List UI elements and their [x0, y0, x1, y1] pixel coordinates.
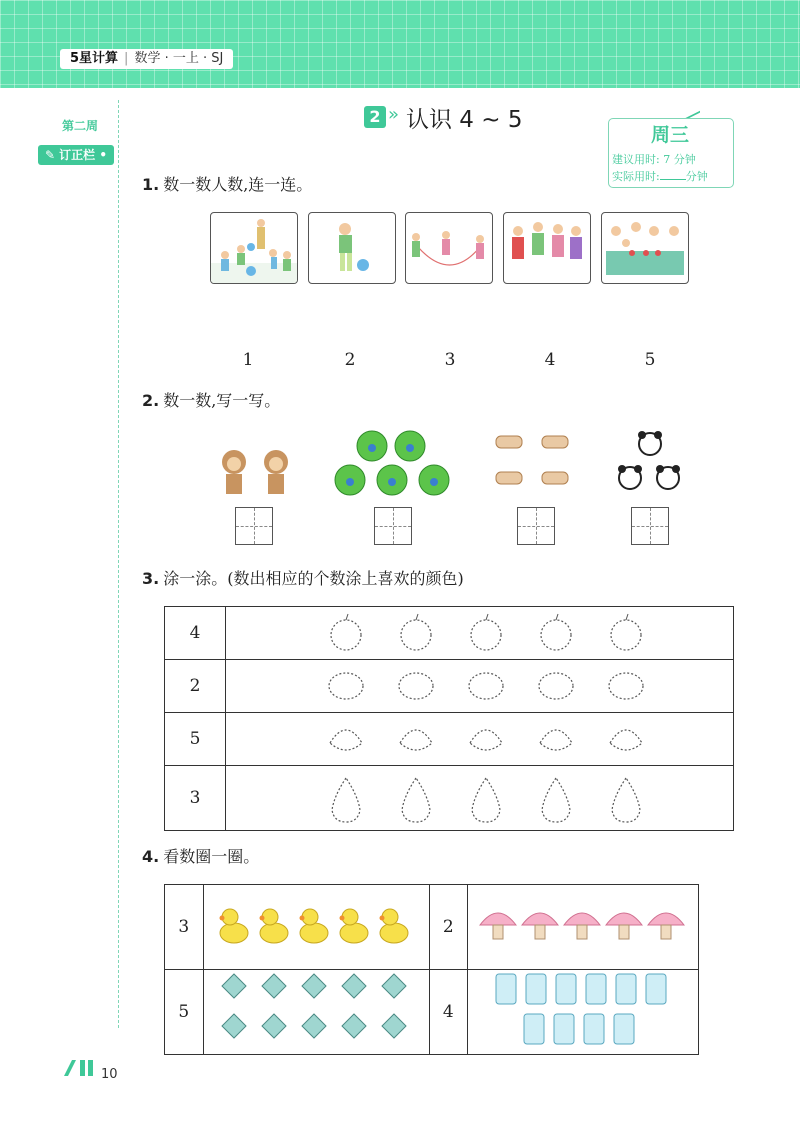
hanger-icon: [640, 100, 700, 120]
match-number-4[interactable]: 4: [544, 350, 556, 370]
kites-cell[interactable]: [203, 970, 429, 1055]
ducks-cell[interactable]: [203, 885, 429, 970]
picture-people-3-jump-rope[interactable]: [405, 212, 493, 284]
book-tag: 5星计算 | 数学 · 一上 · SJ: [60, 49, 233, 69]
answer-box-peacocks[interactable]: [374, 507, 412, 545]
table-row: [165, 660, 734, 713]
cell-number: 2: [429, 885, 468, 970]
coloring-table: [164, 606, 734, 831]
picture-people-4-dancing[interactable]: [503, 212, 591, 284]
table-row: [165, 766, 734, 831]
answer-box-pandas[interactable]: [631, 507, 669, 545]
row-number: 2: [165, 660, 226, 713]
cell-number: 3: [165, 885, 204, 970]
pear-row: [226, 766, 734, 831]
table-row: [165, 970, 699, 1055]
horses-group-icon: [490, 428, 576, 500]
question-3-prompt: 涂一涂。(数出相应的个数涂上喜欢的颜色): [163, 569, 464, 588]
question-4-number: 4.: [142, 847, 160, 866]
correction-tag: ✎ 订正栏 •: [38, 145, 114, 165]
chevron-right-icon: »: [388, 104, 400, 125]
question-1-prompt: 数一数人数,连一连。: [163, 175, 313, 194]
mushrooms-cell[interactable]: [468, 885, 699, 970]
monkeys-group-icon: [214, 444, 298, 500]
table-row: [165, 885, 699, 970]
header-band: [0, 0, 800, 88]
cell-number: 5: [165, 970, 204, 1055]
table-row: [165, 713, 734, 766]
peach-row: [226, 713, 734, 766]
question-2-prompt: 数一数,写一写。: [163, 391, 281, 410]
book-title: 5星计算: [70, 51, 119, 66]
question-4: [142, 844, 259, 867]
picture-people-5-playing-ball[interactable]: [210, 212, 298, 284]
cups-cell[interactable]: [468, 970, 699, 1055]
margin-divider: [118, 100, 119, 1028]
day-title: 周三: [650, 124, 689, 146]
question-1-number: 1.: [142, 175, 160, 194]
question-3: [142, 566, 464, 589]
picture-people-5-at-table[interactable]: [601, 212, 689, 284]
suggested-time: 建议用时: 7 分钟: [612, 153, 696, 166]
row-number: 3: [165, 766, 226, 831]
lesson-title: 认识 4 ~ 5: [406, 107, 523, 133]
week-label: 第二周: [62, 119, 99, 133]
answer-box-monkeys[interactable]: [235, 507, 273, 545]
answer-box-horses[interactable]: [517, 507, 555, 545]
cell-number: 4: [429, 970, 468, 1055]
picture-person-1-with-ball[interactable]: [308, 212, 396, 284]
circle-table: [164, 884, 699, 1055]
question-3-number: 3.: [142, 569, 160, 588]
row-number: 4: [165, 607, 226, 660]
actual-time-unit: 分钟: [685, 170, 708, 183]
question-2: [142, 388, 280, 411]
pandas-group-icon: [614, 428, 684, 500]
match-number-2[interactable]: 2: [344, 350, 356, 370]
page-number: 10: [101, 1067, 118, 1082]
peacocks-group-icon: [330, 428, 460, 500]
question-2-number: 2.: [142, 391, 160, 410]
correction-label: 订正栏: [59, 148, 96, 162]
persimmon-row: [226, 660, 734, 713]
match-number-5[interactable]: 5: [644, 350, 656, 370]
book-subject: 数学 · 一上 · SJ: [134, 51, 224, 66]
table-row: [165, 607, 734, 660]
match-number-1[interactable]: 1: [242, 350, 254, 370]
row-number: 5: [165, 713, 226, 766]
actual-time-blank[interactable]: [660, 169, 686, 180]
question-1: [142, 172, 312, 195]
apple-row: [226, 607, 734, 660]
publisher-logo-icon: [62, 1056, 96, 1078]
actual-time: [612, 168, 708, 184]
question-4-prompt: 看数圈一圈。: [163, 847, 260, 866]
lesson-number-badge: 2: [364, 106, 386, 128]
actual-time-label: 实际用时:: [612, 170, 660, 183]
match-number-3[interactable]: 3: [444, 350, 456, 370]
